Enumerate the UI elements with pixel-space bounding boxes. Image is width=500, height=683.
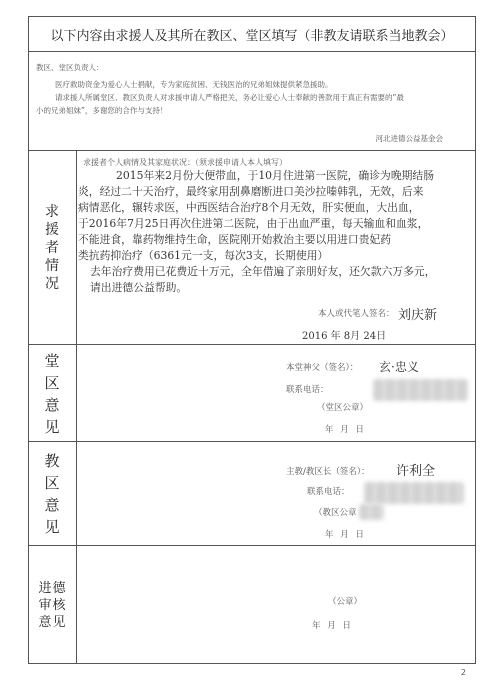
notice-addressee: 教区、堂区负责人： bbox=[36, 63, 104, 72]
diocese-section bbox=[29, 441, 475, 546]
handwritten-line: 于2016年7月25日再次住进第二医院，由于出血严重，每天输血和血浆， bbox=[78, 217, 429, 230]
handwritten-line: 2015年来2月份大便带血，于10月住进第一医院，确诊为晚期结肠 bbox=[116, 169, 435, 182]
redacted-diocese-seal bbox=[359, 504, 384, 520]
diocese-label: 教区意见 bbox=[44, 452, 61, 536]
review-date: 年 月 日 bbox=[312, 621, 351, 631]
bishop-signature: 许利全 bbox=[396, 464, 436, 479]
situation-date: 2016 年 8月 24日 bbox=[302, 331, 387, 342]
applicant-signature: 刘庆新 bbox=[398, 308, 438, 323]
notice-line-1: 医疗救助资金为爱心人士捐献，专为家庭贫困、无钱医治的兄弟姐妹提供紧急援助。 bbox=[55, 80, 333, 89]
form-header-title: 以下内容由求援人及其所在教区、堂区填写（非教友请联系当地教会） bbox=[50, 28, 454, 44]
diocese-label-cell bbox=[29, 442, 77, 546]
notice-section bbox=[29, 51, 475, 151]
notice-line-2: 请求援人所属堂区、教区负责人对求援申请人严格把关，务必让爱心人士奉献的善款用于真正有需要的”最 bbox=[55, 93, 404, 102]
diocese-phone-label: 联系电话： bbox=[307, 487, 350, 497]
review-section bbox=[29, 545, 475, 664]
priest-signature: 玄·忠义 bbox=[379, 360, 419, 374]
diocese-seal-label: （教区公章 bbox=[314, 508, 357, 518]
parish-seal-label: （堂区公章） bbox=[317, 403, 369, 413]
parish-phone-label: 联系电话： bbox=[286, 385, 329, 395]
situation-label-cell bbox=[29, 151, 77, 345]
handwritten-line: 去年治疗费用已花费近十万元，全年借遍了亲朋好友，还欠款六万多元， bbox=[90, 265, 436, 278]
review-seal-label: （公章） bbox=[328, 597, 363, 607]
parish-date: 年 月 日 bbox=[325, 425, 364, 435]
page-number: 2 bbox=[460, 668, 466, 677]
priest-signature-label: 本堂神父（签名）： bbox=[286, 363, 359, 373]
bishop-signature-label: 主教/教区长（签名）： bbox=[286, 467, 370, 477]
review-label: 进德审核意见 bbox=[38, 580, 67, 630]
handwritten-line: 病情恶化，辗转求医，中西医结合治疗8个月无效，肝实便血，大出血， bbox=[78, 201, 420, 214]
parish-label: 堂区意见 bbox=[44, 351, 61, 436]
diocese-date: 年 月 日 bbox=[325, 530, 364, 540]
situation-label: 求援者情况 bbox=[45, 204, 60, 292]
notice-line-3: 小的兄弟姐妹”，多谢您的合作与支持！ bbox=[36, 106, 168, 115]
situation-prompt: 求援者个人病情及其家庭状况：（须求援申请人本人填写） bbox=[83, 158, 287, 167]
review-label-cell bbox=[29, 546, 77, 664]
redacted-diocese-phone bbox=[364, 482, 464, 504]
handwritten-line: 不能进食，靠药物维持生命，医院刚开始救治主要以用进口贵妃药 bbox=[78, 233, 392, 246]
sign-label: 本人或代笔人签名： bbox=[318, 309, 395, 319]
notice-org: 河北进德公益基金会 bbox=[375, 134, 443, 143]
parish-section bbox=[29, 344, 475, 442]
parish-label-cell bbox=[29, 345, 77, 442]
redacted-parish-phone bbox=[373, 379, 468, 401]
handwritten-line: 类抗药抑治疗（6361元一支，每次3支，长期使用） bbox=[78, 249, 329, 262]
handwritten-line: 炎，经过二十天治疗，最终家用刮鼻磨断进口美沙拉嗪韩乳，无效，后来 bbox=[78, 185, 424, 198]
handwritten-line: 请出进德公益帮助。 bbox=[90, 281, 188, 294]
aid-application-form bbox=[28, 16, 476, 664]
